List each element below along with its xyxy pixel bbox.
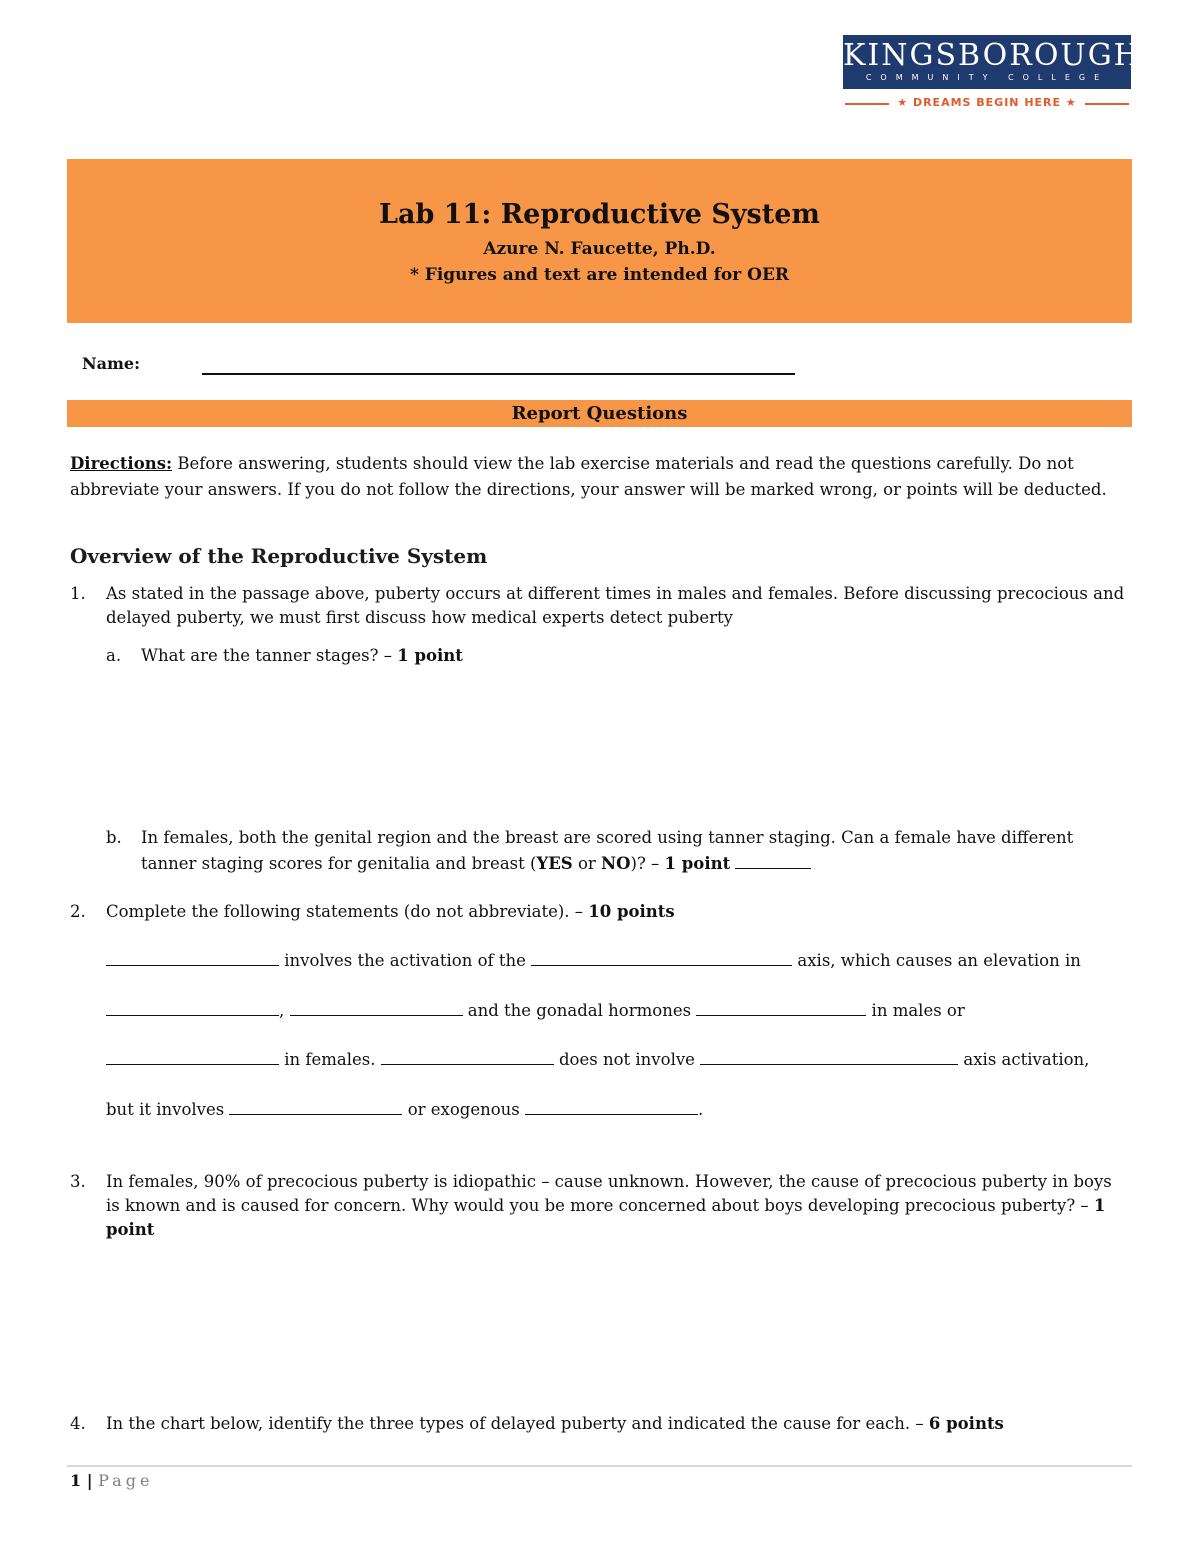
tagline-rule-left: [845, 103, 889, 105]
page-number: 1: [70, 1471, 82, 1490]
page-separator: |: [81, 1471, 99, 1490]
q1a-text: What are the tanner stages? –: [141, 646, 398, 665]
q2-line3-text-b: does not involve: [553, 1050, 701, 1069]
q2-blank-4[interactable]: [290, 997, 463, 1016]
directions: [70, 451, 1132, 503]
q3-text: In females, 90% of precocious puberty is idiopathic – cause unknown. However, the cause of precocious puberty in boys is known and is caused for concern. Why would you be more concerned about boys developing precocious puberty? –: [106, 1172, 1112, 1215]
q2-line-3: [106, 1046, 1089, 1072]
q2-blank-3[interactable]: [106, 997, 279, 1016]
q4-points: 6 points: [928, 1414, 1004, 1433]
logo-subtitle: COMMUNITY COLLEGE: [865, 73, 1109, 82]
q2-question: [106, 900, 1106, 924]
q2-blank-9[interactable]: [229, 1096, 402, 1115]
q2-line3-text-c: axis activation,: [958, 1050, 1090, 1069]
q2-line2-text-b: and the gonadal hormones: [462, 1001, 697, 1020]
q1b-text-2: )? –: [630, 854, 665, 873]
q2-blank-2[interactable]: [531, 947, 792, 966]
q3-number: 3.: [70, 1172, 86, 1191]
q4-number: 4.: [70, 1414, 86, 1433]
q2-line2-text-c: in males or: [866, 1001, 965, 1020]
oer-note: * Figures and text are intended for OER: [409, 265, 790, 285]
q1-number: 1.: [70, 584, 86, 603]
q2-points: 10 points: [588, 902, 675, 921]
q2-blank-5[interactable]: [696, 997, 866, 1016]
directions-text: Before answering, students should view the lab exercise materials and read the questions carefully. Do not abbreviate your answers. If you do not follow the directions, your answer will be marked wrong, or points will be deducted.: [70, 454, 1107, 499]
q2-line-2: [106, 997, 965, 1023]
q1b-text-1: In females, both the genital region and the breast are scored using tanner staging. Can a female have different tanner staging scores for genitalia and breast (: [141, 828, 1074, 873]
page-label: Page: [98, 1471, 154, 1490]
report-questions-bar: Report Questions: [67, 400, 1132, 427]
q2-line2-text-a: ,: [279, 1001, 290, 1020]
logo-box: [843, 35, 1142, 89]
q1b-letter: b.: [106, 828, 122, 847]
logo-name: KINGSBOROUGH: [843, 38, 1142, 73]
q4-question: [106, 1412, 1132, 1436]
logo-tagline: ★ DREAMS BEGIN HERE ★: [897, 96, 1077, 109]
college-logo: [843, 35, 1142, 115]
q1b-no: NO: [601, 854, 631, 873]
q2-number: 2.: [70, 902, 86, 921]
name-input-line[interactable]: [202, 373, 795, 375]
q3-points: 1 point: [106, 1196, 1106, 1239]
section-heading: Overview of the Reproductive System: [70, 544, 488, 568]
q1b-yes: YES: [536, 854, 573, 873]
q2-blank-6[interactable]: [106, 1046, 279, 1065]
footer-rule: [67, 1465, 1132, 1467]
q2-line4-text-b: or exogenous: [402, 1100, 525, 1119]
q2-line1-text-a: involves the activation of the: [279, 951, 532, 970]
q2-line1-text-b: axis, which causes an elevation in: [792, 951, 1081, 970]
tagline-rule-right: [1085, 103, 1129, 105]
q2-blank-1[interactable]: [106, 947, 279, 966]
q1a-letter: a.: [106, 646, 122, 665]
q1-text: As stated in the passage above, puberty occurs at different times in males and females. Before discussing precocious and delayed puberty, we must first discuss how medical experts detect puberty: [106, 584, 1125, 627]
q2-line4-text-c: .: [698, 1100, 704, 1119]
q3-question: [106, 1170, 1116, 1242]
q1b-points: 1 point: [664, 854, 731, 873]
name-label: Name:: [82, 354, 141, 373]
q2-line-1: [106, 947, 1081, 973]
q2-line4-text-a: but it involves: [106, 1100, 230, 1119]
q1b-answer-blank[interactable]: [735, 850, 811, 869]
q2-text: Complete the following statements (do not abbreviate). –: [106, 902, 589, 921]
q2-blank-7[interactable]: [381, 1046, 554, 1065]
q1a-question: [141, 644, 1121, 668]
page-title: Lab 11: Reproductive System: [379, 199, 820, 230]
author: Azure N. Faucette, Ph.D.: [483, 239, 716, 259]
q2-blank-10[interactable]: [525, 1096, 698, 1115]
q4-text: In the chart below, identify the three types of delayed puberty and indicated the cause for each. –: [106, 1414, 929, 1433]
q2-line-4: [106, 1096, 703, 1122]
q1a-points: 1 point: [397, 646, 463, 665]
directions-label: Directions:: [70, 454, 173, 473]
title-banner: [67, 159, 1132, 323]
q1b-question: [141, 826, 1121, 876]
logo-tagline-row: [843, 95, 1131, 111]
q2-line3-text-a: in females.: [279, 1050, 381, 1069]
q2-blank-8[interactable]: [700, 1046, 958, 1065]
q1b-or: or: [572, 854, 602, 873]
page-footer: [70, 1470, 153, 1492]
